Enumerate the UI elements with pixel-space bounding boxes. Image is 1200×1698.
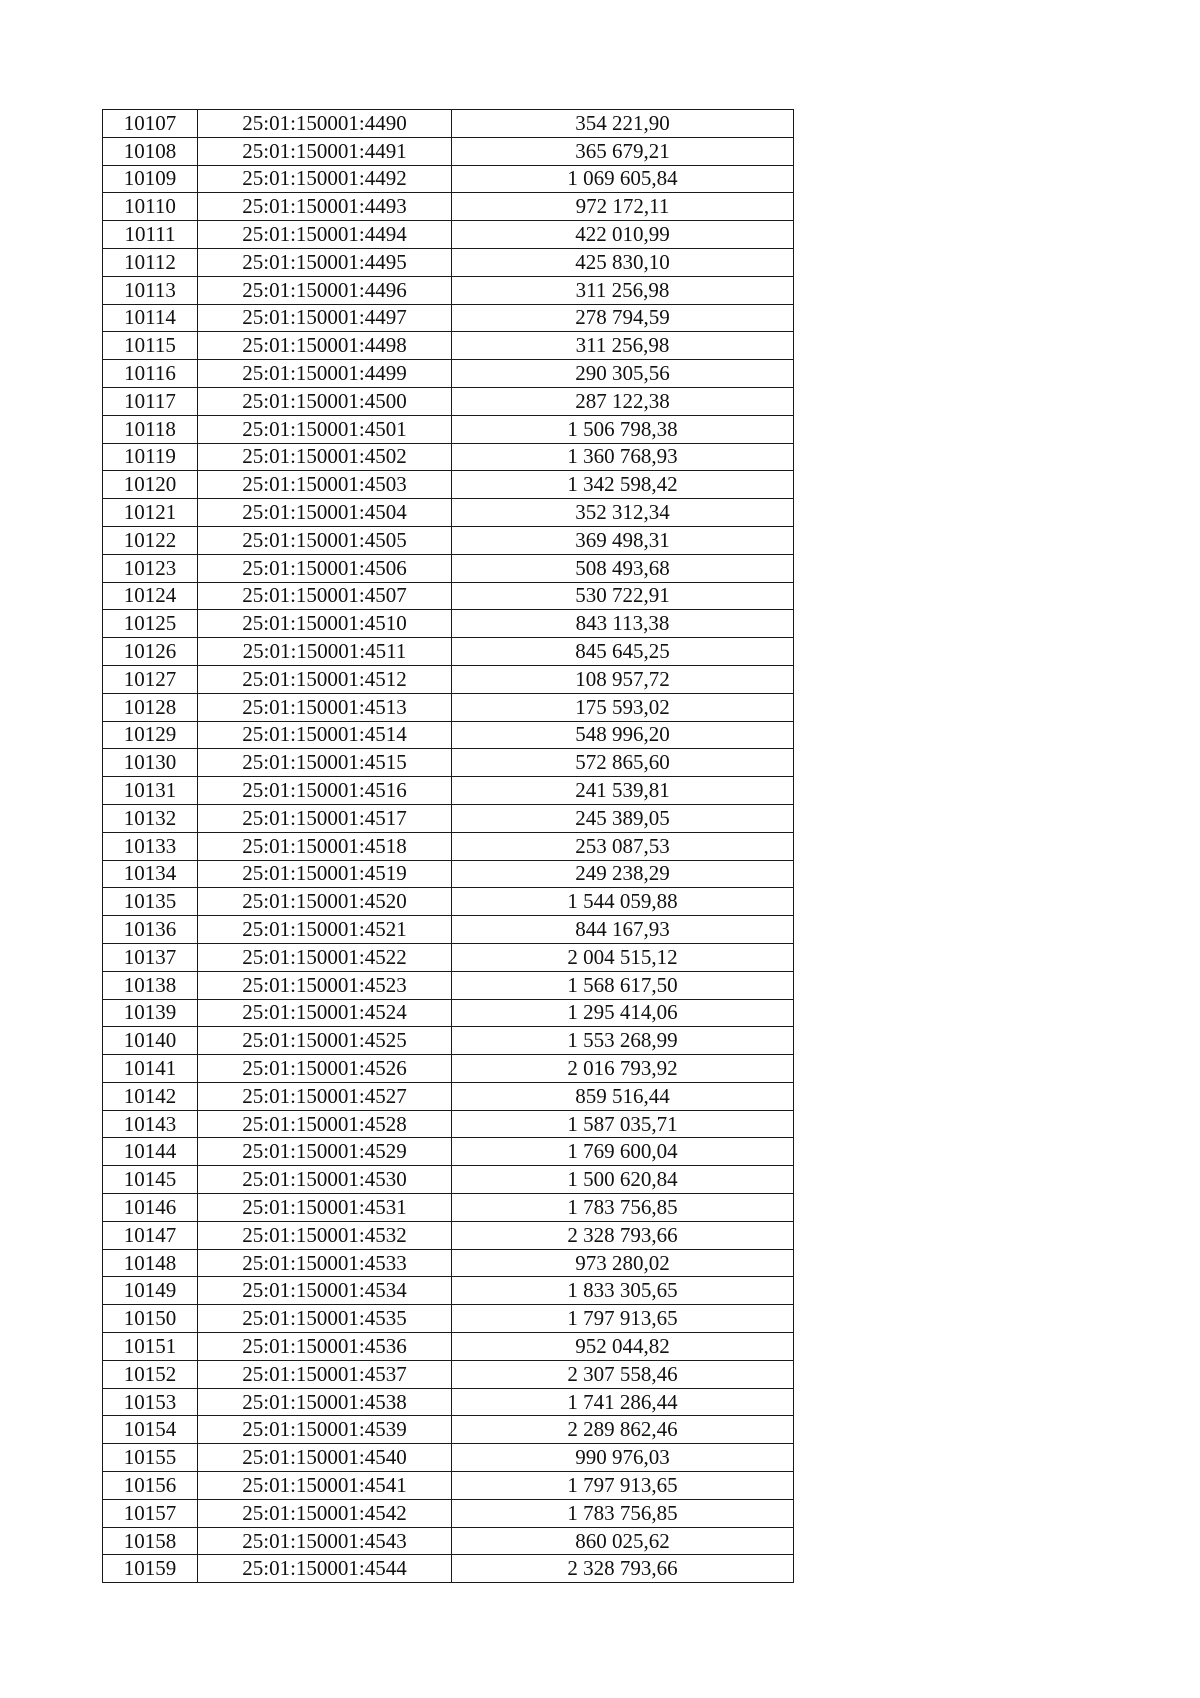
cadastral-number-cell: 25:01:150001:4499	[198, 360, 452, 388]
cadastral-number-cell: 25:01:150001:4513	[198, 693, 452, 721]
cadastral-number-cell: 25:01:150001:4495	[198, 248, 452, 276]
value-cell: 2 016 793,92	[452, 1055, 794, 1083]
cadastral-number-cell: 25:01:150001:4529	[198, 1138, 452, 1166]
table-row	[103, 1194, 794, 1222]
value-cell: 249 238,29	[452, 860, 794, 888]
value-cell: 1 833 305,65	[452, 1277, 794, 1305]
row-number-cell: 10158	[103, 1527, 198, 1555]
cadastral-number-cell: 25:01:150001:4506	[198, 554, 452, 582]
value-cell: 278 794,59	[452, 304, 794, 332]
cadastral-number-cell: 25:01:150001:4537	[198, 1360, 452, 1388]
cadastral-number-cell: 25:01:150001:4524	[198, 999, 452, 1027]
table-row	[103, 1055, 794, 1083]
table-row	[103, 554, 794, 582]
row-number-cell: 10125	[103, 610, 198, 638]
cadastral-number-cell: 25:01:150001:4535	[198, 1305, 452, 1333]
table-row	[103, 971, 794, 999]
table-row	[103, 1027, 794, 1055]
value-cell: 290 305,56	[452, 360, 794, 388]
table-row	[103, 471, 794, 499]
table-row	[103, 443, 794, 471]
row-number-cell: 10114	[103, 304, 198, 332]
table-row	[103, 1499, 794, 1527]
value-cell: 2 328 793,66	[452, 1555, 794, 1583]
value-cell: 245 389,05	[452, 804, 794, 832]
table-row	[103, 332, 794, 360]
cadastral-number-cell: 25:01:150001:4520	[198, 888, 452, 916]
cadastral-number-cell: 25:01:150001:4502	[198, 443, 452, 471]
cadastral-number-cell: 25:01:150001:4514	[198, 721, 452, 749]
table-row	[103, 749, 794, 777]
row-number-cell: 10152	[103, 1360, 198, 1388]
table-row	[103, 1527, 794, 1555]
value-cell: 175 593,02	[452, 693, 794, 721]
row-number-cell: 10108	[103, 137, 198, 165]
table-row	[103, 1555, 794, 1583]
cadastral-number-cell: 25:01:150001:4531	[198, 1194, 452, 1222]
table-row	[103, 1472, 794, 1500]
cadastral-number-cell: 25:01:150001:4503	[198, 471, 452, 499]
row-number-cell: 10128	[103, 693, 198, 721]
table-row	[103, 165, 794, 193]
row-number-cell: 10145	[103, 1166, 198, 1194]
table-body	[103, 110, 794, 1583]
table-row	[103, 360, 794, 388]
cadastral-number-cell: 25:01:150001:4490	[198, 110, 452, 138]
value-cell: 845 645,25	[452, 638, 794, 666]
table-row	[103, 1249, 794, 1277]
value-cell: 369 498,31	[452, 526, 794, 554]
row-number-cell: 10107	[103, 110, 198, 138]
cadastral-number-cell: 25:01:150001:4532	[198, 1221, 452, 1249]
row-number-cell: 10112	[103, 248, 198, 276]
row-number-cell: 10139	[103, 999, 198, 1027]
value-cell: 1 069 605,84	[452, 165, 794, 193]
value-cell: 1 797 913,65	[452, 1472, 794, 1500]
value-cell: 1 506 798,38	[452, 415, 794, 443]
row-number-cell: 10109	[103, 165, 198, 193]
value-cell: 990 976,03	[452, 1444, 794, 1472]
row-number-cell: 10120	[103, 471, 198, 499]
row-number-cell: 10116	[103, 360, 198, 388]
cadastral-number-cell: 25:01:150001:4500	[198, 387, 452, 415]
value-cell: 2 307 558,46	[452, 1360, 794, 1388]
cadastral-number-cell: 25:01:150001:4492	[198, 165, 452, 193]
value-cell: 1 568 617,50	[452, 971, 794, 999]
row-number-cell: 10138	[103, 971, 198, 999]
table-row	[103, 693, 794, 721]
cadastral-number-cell: 25:01:150001:4542	[198, 1499, 452, 1527]
row-number-cell: 10151	[103, 1333, 198, 1361]
cadastral-number-cell: 25:01:150001:4519	[198, 860, 452, 888]
cadastral-number-cell: 25:01:150001:4522	[198, 943, 452, 971]
cadastral-number-cell: 25:01:150001:4527	[198, 1082, 452, 1110]
table-row	[103, 1110, 794, 1138]
table-row	[103, 1388, 794, 1416]
data-table	[102, 109, 794, 1583]
table-row	[103, 276, 794, 304]
value-cell: 843 113,38	[452, 610, 794, 638]
value-cell: 2 328 793,66	[452, 1221, 794, 1249]
table-row	[103, 582, 794, 610]
table-row	[103, 1277, 794, 1305]
table-row	[103, 860, 794, 888]
table-row	[103, 248, 794, 276]
value-cell: 572 865,60	[452, 749, 794, 777]
table-row	[103, 1082, 794, 1110]
cadastral-number-cell: 25:01:150001:4497	[198, 304, 452, 332]
value-cell: 2 289 862,46	[452, 1416, 794, 1444]
cadastral-number-cell: 25:01:150001:4533	[198, 1249, 452, 1277]
table-row	[103, 888, 794, 916]
cadastral-number-cell: 25:01:150001:4544	[198, 1555, 452, 1583]
cadastral-number-cell: 25:01:150001:4518	[198, 832, 452, 860]
row-number-cell: 10135	[103, 888, 198, 916]
row-number-cell: 10149	[103, 1277, 198, 1305]
value-cell: 530 722,91	[452, 582, 794, 610]
table-row	[103, 110, 794, 138]
value-cell: 365 679,21	[452, 137, 794, 165]
value-cell: 287 122,38	[452, 387, 794, 415]
cadastral-number-cell: 25:01:150001:4512	[198, 665, 452, 693]
table-row	[103, 832, 794, 860]
value-cell: 508 493,68	[452, 554, 794, 582]
value-cell: 1 342 598,42	[452, 471, 794, 499]
cadastral-number-cell: 25:01:150001:4496	[198, 276, 452, 304]
table-row	[103, 499, 794, 527]
row-number-cell: 10126	[103, 638, 198, 666]
cadastral-number-cell: 25:01:150001:4536	[198, 1333, 452, 1361]
table-row	[103, 777, 794, 805]
table-row	[103, 1166, 794, 1194]
row-number-cell: 10136	[103, 916, 198, 944]
row-number-cell: 10147	[103, 1221, 198, 1249]
table-row	[103, 1138, 794, 1166]
row-number-cell: 10127	[103, 665, 198, 693]
value-cell: 844 167,93	[452, 916, 794, 944]
table-row	[103, 526, 794, 554]
table-row	[103, 610, 794, 638]
row-number-cell: 10157	[103, 1499, 198, 1527]
value-cell: 1 783 756,85	[452, 1194, 794, 1222]
table-row	[103, 221, 794, 249]
cadastral-number-cell: 25:01:150001:4515	[198, 749, 452, 777]
value-cell: 352 312,34	[452, 499, 794, 527]
table-row	[103, 638, 794, 666]
table-row	[103, 193, 794, 221]
row-number-cell: 10142	[103, 1082, 198, 1110]
table-row	[103, 1305, 794, 1333]
row-number-cell: 10113	[103, 276, 198, 304]
cadastral-number-cell: 25:01:150001:4494	[198, 221, 452, 249]
value-cell: 1 769 600,04	[452, 1138, 794, 1166]
table-row	[103, 1416, 794, 1444]
value-cell: 1 360 768,93	[452, 443, 794, 471]
row-number-cell: 10141	[103, 1055, 198, 1083]
cadastral-number-cell: 25:01:150001:4523	[198, 971, 452, 999]
cadastral-number-cell: 25:01:150001:4530	[198, 1166, 452, 1194]
table-row	[103, 665, 794, 693]
cadastral-number-cell: 25:01:150001:4526	[198, 1055, 452, 1083]
row-number-cell: 10121	[103, 499, 198, 527]
value-cell: 425 830,10	[452, 248, 794, 276]
cadastral-number-cell: 25:01:150001:4511	[198, 638, 452, 666]
cadastral-number-cell: 25:01:150001:4521	[198, 916, 452, 944]
table-row	[103, 387, 794, 415]
row-number-cell: 10132	[103, 804, 198, 832]
value-cell: 1 544 059,88	[452, 888, 794, 916]
table-row	[103, 1444, 794, 1472]
value-cell: 1 741 286,44	[452, 1388, 794, 1416]
value-cell: 253 087,53	[452, 832, 794, 860]
row-number-cell: 10137	[103, 943, 198, 971]
table-row	[103, 999, 794, 1027]
value-cell: 311 256,98	[452, 332, 794, 360]
table-row	[103, 943, 794, 971]
table-row	[103, 721, 794, 749]
row-number-cell: 10150	[103, 1305, 198, 1333]
cadastral-number-cell: 25:01:150001:4541	[198, 1472, 452, 1500]
value-cell: 1 783 756,85	[452, 1499, 794, 1527]
cadastral-number-cell: 25:01:150001:4498	[198, 332, 452, 360]
row-number-cell: 10156	[103, 1472, 198, 1500]
row-number-cell: 10143	[103, 1110, 198, 1138]
row-number-cell: 10115	[103, 332, 198, 360]
row-number-cell: 10133	[103, 832, 198, 860]
row-number-cell: 10159	[103, 1555, 198, 1583]
cadastral-number-cell: 25:01:150001:4510	[198, 610, 452, 638]
cadastral-number-cell: 25:01:150001:4504	[198, 499, 452, 527]
table-row	[103, 804, 794, 832]
value-cell: 972 172,11	[452, 193, 794, 221]
cadastral-number-cell: 25:01:150001:4538	[198, 1388, 452, 1416]
row-number-cell: 10144	[103, 1138, 198, 1166]
table-row	[103, 137, 794, 165]
value-cell: 1 797 913,65	[452, 1305, 794, 1333]
value-cell: 241 539,81	[452, 777, 794, 805]
value-cell: 548 996,20	[452, 721, 794, 749]
row-number-cell: 10148	[103, 1249, 198, 1277]
table-row	[103, 1221, 794, 1249]
value-cell: 952 044,82	[452, 1333, 794, 1361]
value-cell: 1 500 620,84	[452, 1166, 794, 1194]
row-number-cell: 10153	[103, 1388, 198, 1416]
value-cell: 860 025,62	[452, 1527, 794, 1555]
row-number-cell: 10155	[103, 1444, 198, 1472]
row-number-cell: 10118	[103, 415, 198, 443]
row-number-cell: 10134	[103, 860, 198, 888]
cadastral-number-cell: 25:01:150001:4525	[198, 1027, 452, 1055]
row-number-cell: 10124	[103, 582, 198, 610]
value-cell: 108 957,72	[452, 665, 794, 693]
value-cell: 354 221,90	[452, 110, 794, 138]
row-number-cell: 10117	[103, 387, 198, 415]
table-row	[103, 916, 794, 944]
value-cell: 2 004 515,12	[452, 943, 794, 971]
row-number-cell: 10140	[103, 1027, 198, 1055]
row-number-cell: 10123	[103, 554, 198, 582]
cadastral-number-cell: 25:01:150001:4543	[198, 1527, 452, 1555]
value-cell: 859 516,44	[452, 1082, 794, 1110]
row-number-cell: 10119	[103, 443, 198, 471]
cadastral-number-cell: 25:01:150001:4539	[198, 1416, 452, 1444]
row-number-cell: 10146	[103, 1194, 198, 1222]
cadastral-number-cell: 25:01:150001:4517	[198, 804, 452, 832]
cadastral-number-cell: 25:01:150001:4528	[198, 1110, 452, 1138]
row-number-cell: 10111	[103, 221, 198, 249]
value-cell: 1 553 268,99	[452, 1027, 794, 1055]
cadastral-number-cell: 25:01:150001:4491	[198, 137, 452, 165]
value-cell: 422 010,99	[452, 221, 794, 249]
cadastral-number-cell: 25:01:150001:4501	[198, 415, 452, 443]
table-row	[103, 415, 794, 443]
cadastral-number-cell: 25:01:150001:4507	[198, 582, 452, 610]
value-cell: 973 280,02	[452, 1249, 794, 1277]
value-cell: 1 295 414,06	[452, 999, 794, 1027]
row-number-cell: 10129	[103, 721, 198, 749]
table-row	[103, 1360, 794, 1388]
row-number-cell: 10130	[103, 749, 198, 777]
cadastral-number-cell: 25:01:150001:4493	[198, 193, 452, 221]
table-row	[103, 1333, 794, 1361]
cadastral-number-cell: 25:01:150001:4540	[198, 1444, 452, 1472]
table-row	[103, 304, 794, 332]
row-number-cell: 10154	[103, 1416, 198, 1444]
row-number-cell: 10122	[103, 526, 198, 554]
value-cell: 311 256,98	[452, 276, 794, 304]
value-cell: 1 587 035,71	[452, 1110, 794, 1138]
row-number-cell: 10131	[103, 777, 198, 805]
cadastral-number-cell: 25:01:150001:4516	[198, 777, 452, 805]
cadastral-number-cell: 25:01:150001:4534	[198, 1277, 452, 1305]
row-number-cell: 10110	[103, 193, 198, 221]
cadastral-number-cell: 25:01:150001:4505	[198, 526, 452, 554]
